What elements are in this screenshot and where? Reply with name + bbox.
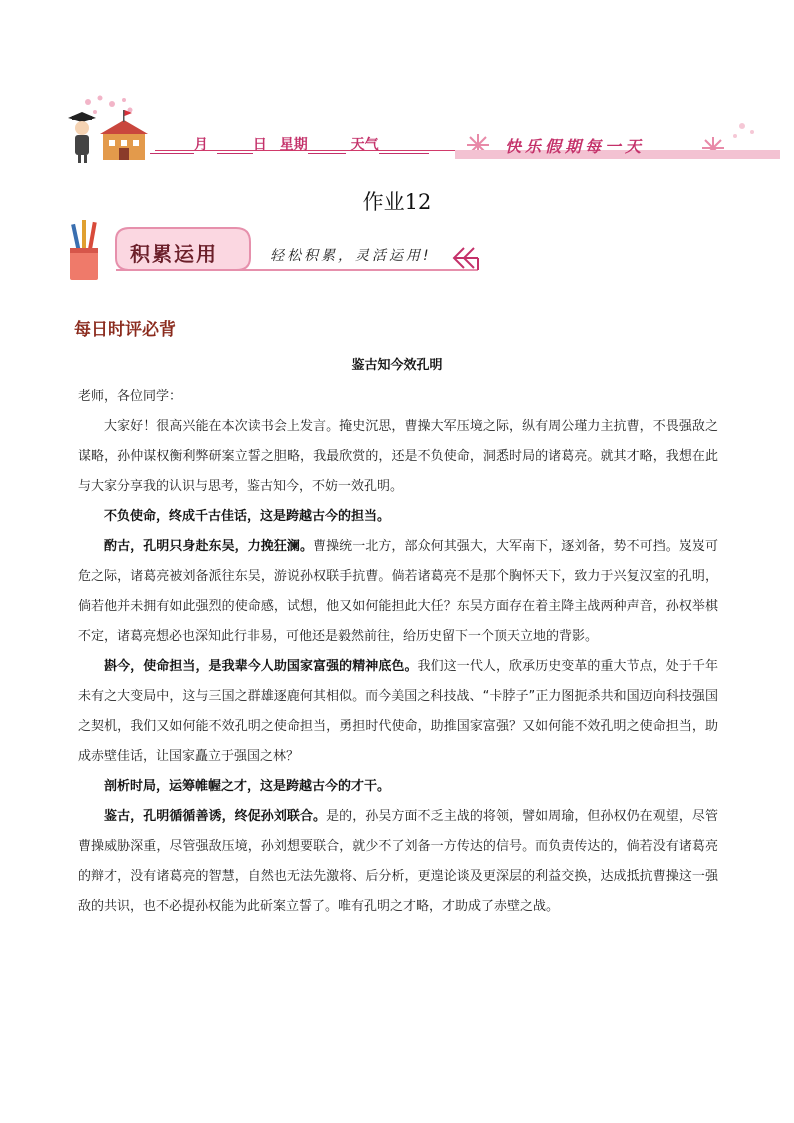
paragraph-3-text: 曹操统一北方，部众何其强大，大军南下，逐刘备，势不可挡。岌岌可危之际，诸葛亮被刘备派往东吴，游说孙权联手抗曹。倘若诸葛亮不是那个胸怀天下，致力于兴复汉室的孔明，倘若他并未拥有如此强烈的使命感，试想，他又如何能担此大任？东吴方面存在着主降主战两种声音，孙权举棋不定，诸葛亮想必也深知此行非易，可他还是毅然前往，给历史留下一个顶天立地的背影。 [78,539,718,644]
article-title: 鉴古知今效孔明 [351,358,443,373]
paragraph-4 [78,652,718,772]
date-weather-row [150,134,429,154]
header-slogan: 快乐假期每一天 [505,137,646,156]
paragraph-5-bold: 剖析时局，运筹帷幄之才，这是跨越古今的才干。 [104,779,391,794]
banner-main-text: 积累运用 [130,242,218,266]
paragraph-1: 大家好！很高兴能在本次读书会上发言。掩史沉思，曹操大军压境之际，纵有周公瑾力主抗曹，不畏强敌之谋略，孙仲谋权衡利弊研案立誓之胆略，我最欣赏的，还是不负使命，洞悉时局的诸葛亮。就其才略，我想在此与大家分享我的认识与思考，鉴古知今，不妨一效孔明。 [78,419,718,494]
article-body [78,382,718,922]
school-icon [100,110,148,160]
salutation: 老师，各位同学： [78,389,183,404]
paragraph-2 [78,502,718,532]
paragraph-4-text: 我们这一代人，欣承历史变革的重大节点，处于千年未有之大变局中，这与三国之群雄逐鹿何其相似。而今美国之科技战、“卡脖子”正力图扼杀共和国迈向科技强国之契机，我们又如何能不效孔明之使命担当，勇担时代使命，助推国家富强？又如何能不效孔明之使命担当，助成赤壁佳话，让国家矗立于强国之林？ [78,659,718,764]
month-label: 月 [194,137,208,153]
weather-label: 天气 [350,137,379,153]
page-title: 作业12 [362,190,432,214]
weather-blank[interactable] [379,153,429,154]
paragraph-6 [78,802,718,922]
weekday-blank[interactable] [308,153,346,154]
pencil-cup-icon [70,220,98,280]
paragraph-3 [78,532,718,652]
paragraph-3-bold: 酌古，孔明只身赴东吴，力挽狂澜。 [104,539,314,554]
month-blank[interactable] [150,153,194,154]
paragraph-2-bold: 不负使命，终成千古佳话，这是跨越古今的担当。 [104,509,391,524]
paragraph-4-bold: 斟今，使命担当，是我辈今人助国家富强的精神底色。 [104,659,418,674]
day-label: 日 [252,137,267,153]
section-banner [68,218,488,284]
weekday-label: 星期 [279,137,308,153]
double-arrow-icon [454,248,478,270]
snowflake-icon-3 [733,123,754,138]
paragraph-6-bold: 鉴古，孔明循循善诱，终促孙刘联合。 [104,809,327,824]
paragraph-5 [78,772,718,802]
banner-sub-text: 轻松积累，灵活运用! [270,248,432,264]
paragraph-6-text: 是的，孙吴方面不乏主战的将领，譬如周瑜，但孙权仍在观望，尽管曹操威胁深重，尽管强敌压境，孙刘想要联合，就少不了刘备一方传达的信号。而负责传达的，倘若没有诸葛亮的辩才，没有诸葛亮的智慧，自然也无法先激将、后分析，更遑论谈及更深层的利益交换，达成抵抗曹操这一强敌的共识，也不必提孙权能为此斫案立誓了。唯有孔明之才略，才助成了赤壁之战。 [78,809,718,914]
section-subhead: 每日时评必背 [74,320,176,340]
header-decoration [0,92,794,172]
day-blank[interactable] [217,153,253,154]
graduate-icon [68,112,96,163]
